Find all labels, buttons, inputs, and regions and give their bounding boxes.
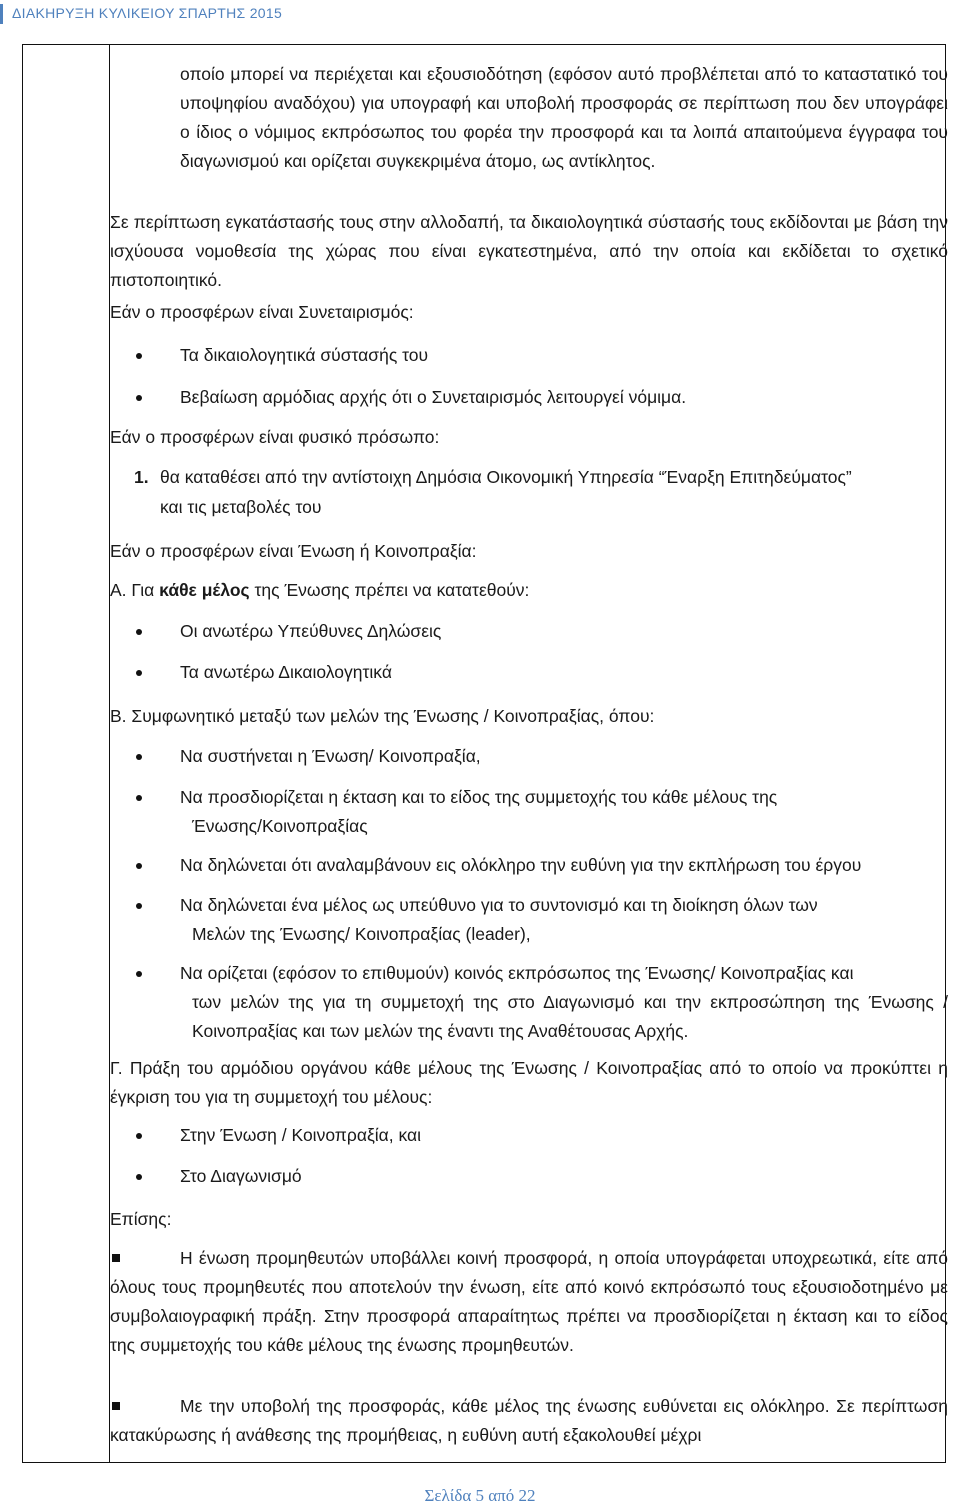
also-heading: Επίσης:: [110, 1209, 172, 1229]
bullet-icon: [136, 863, 142, 869]
section-g-heading: Γ. Πράξη του αρμόδιου οργάνου κάθε μέλους της Ένωσης / Κοινοπραξίας από το οποίο να προκύπτει η έγκριση του για τη συμμετοχή του μέλους:: [110, 1058, 948, 1107]
header-accent-bar: [0, 4, 3, 24]
bullet-icon: [136, 629, 142, 635]
abroad-paragraph: Σε περίπτωση εγκατάστασής τους στην αλλοδαπή, τα δικαιολογητικά σύστασής τους εκδίδονται με βάση την ισχύουσα νομοθεσία της χώρας που είναι εγκατεστημένα, από την οποία και εκδίδεται το σχετικό πιστοποιητικό.: [110, 212, 948, 290]
item-text: θα καταθέσει από την αντίστοιχη Δημόσια Οικονομική Υπηρεσία “Έναρξη Επιτηδεύματος”: [160, 467, 852, 487]
bullet-icon: [136, 1174, 142, 1180]
cooperative-heading: Εάν ο προσφέρων είναι Συνεταιρισμός:: [110, 302, 414, 322]
bullet-icon: [136, 795, 142, 801]
item-number: 1.: [134, 467, 149, 487]
bullet-icon: [136, 971, 142, 977]
bullet-icon: [136, 754, 142, 760]
item-text-continued: και τις μεταβολές του: [160, 497, 322, 517]
bullet-icon: [136, 1133, 142, 1139]
bullet-icon: [136, 903, 142, 909]
bullet-icon: [136, 353, 142, 359]
page-header: [0, 0, 960, 30]
document-title: ΔΙΑΚΗΡΥΞΗ ΚΥΛΙΚΕΙΟΥ ΣΠΑΡΤΗΣ 2015: [12, 5, 283, 21]
intro-paragraph: οποίο μπορεί να περιέχεται και εξουσιοδότηση (εφόσον αυτό προβλέπεται από το καταστατικό του υποψηφίου αναδόχου) για υπογραφή και υποβολή προσφοράς σε περίπτωση που δεν υπογράφει ο ίδιος ο νόμιμος εκπρόσωπος του φορέα την προσφορά και τα λοιπά απαιτούμενα έγγραφα του διαγωνισμού και ορίζεται συγκεκριμένα άτομο, ως αντίκλητος.: [180, 64, 948, 171]
person-heading: Εάν ο προσφέρων είναι φυσικό πρόσωπο:: [110, 427, 440, 447]
union-heading: Εάν ο προσφέρων είναι Ένωση ή Κοινοπραξία:: [110, 541, 477, 561]
bullet-icon: [136, 395, 142, 401]
bullet-icon: [136, 670, 142, 676]
section-a-heading: Α. Για κάθε μέλος της Ένωσης πρέπει να κατατεθούν:: [110, 580, 530, 600]
page-number: Σελίδα 5 από 22: [424, 1486, 536, 1505]
section-b-heading: Β. Συμφωνητικό μεταξύ των μελών της Ένωσης / Κοινοπραξίας, όπου:: [110, 706, 655, 726]
